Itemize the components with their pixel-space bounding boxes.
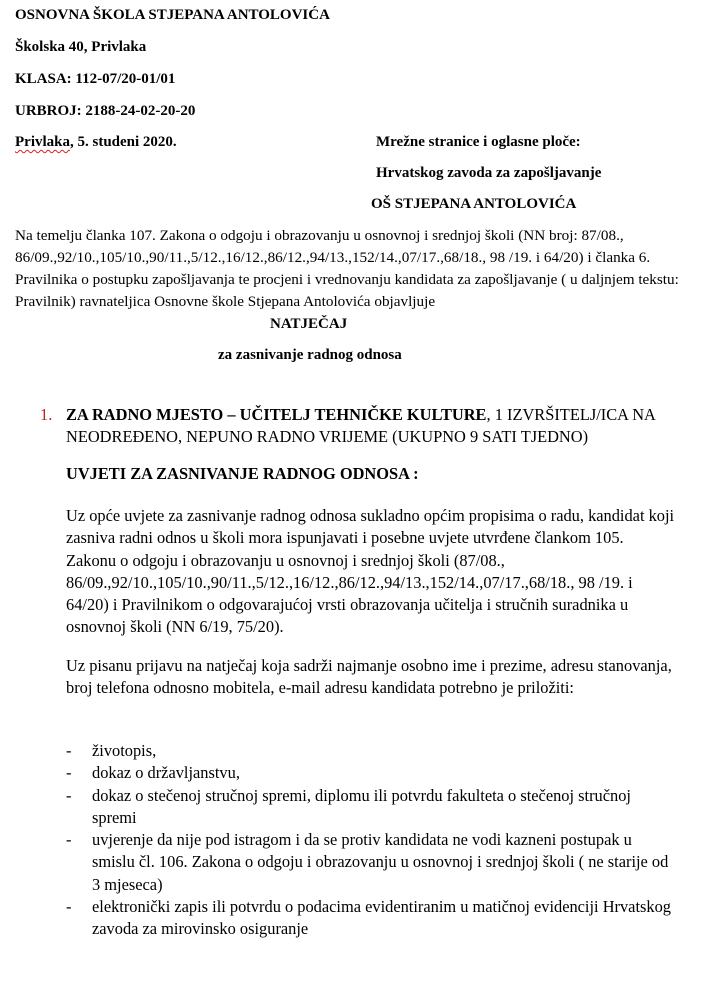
position-details: , 1 IZVRŠITELJ/ICA NA NEODREĐENO, NEPUNO RADNO VRIJEME (UKUPNO 9 SATI TJEDNO) [66,405,655,447]
urbroj: URBROJ: 2188-24-02-20-20 [15,103,196,119]
document-item [66,829,676,896]
klasa: KLASA: 112-07/20-01/01 [15,71,176,87]
place: Privlaka [15,134,70,150]
conditions-heading: UVJETI ZA ZASNIVANJE RADNOG ODNOSA : [66,464,419,483]
recipient-line-2: Hrvatskog zavoda za zapošljavanje [376,165,602,181]
document-subtitle: za zasnivanje radnog odnosa [218,347,402,363]
recipient-line-3: OŠ STJEPANA ANTOLOVIĆA [371,196,577,212]
document-item [66,762,676,784]
documents-list [66,740,676,941]
list-dash: - [66,830,72,850]
document-item-text: dokaz o državljanstvu, [92,763,240,783]
school-address: Školska 40, Privlaka [15,39,147,55]
list-dash: - [66,897,72,917]
document-title: NATJEČAJ [270,316,348,332]
position-title: ZA RADNO MJESTO – UČITELJ TEHNIČKE KULTURE [66,405,487,424]
document-item [66,740,676,762]
document-item-text: elektronički zapis ili potvrdu o podacima evidentiranim u matičnoj evidenciji Hrvatskog zavoda za mirovinsko osiguranje [92,897,671,939]
document-item-text: dokaz o stečenoj stručnoj spremi, diplomu ili potvrdu fakulteta o stečenoj stručnoj spremi [92,785,631,827]
document-item-text: životopis, [92,741,157,760]
document-item [66,896,676,941]
position-description [66,404,676,449]
school-name: OSNOVNA ŠKOLA STJEPANA ANTOLOVIĆA [15,7,330,23]
application-paragraph: Uz pisanu prijavu na natječaj koja sadrži najmanje osobno ime i prezime, adresu stanovanja, broj telefona odnosno mobitela, e-mail adresu kandidata potrebno je priložiti: [66,656,672,698]
date: , 5. studeni 2020. [70,134,177,150]
list-dash: - [66,785,72,805]
conditions-paragraph: Uz opće uvjete za zasnivanje radnog odnosa sukladno općim propisima o radu, kandidat koji zasniva radni odnos u školi mora ispunjavati i posebne uvjete utvrđene člankom 105. Zakonu o odgoju i obrazovanju u osnovnoj i srednjoj školi (87/08., 86/09.,92/10.,105/10.,90/11.,5/12.,16/12.,86/12.,94/13.,152/14.,07/17.,68/18., 98 /19. i 64/20) i Pravilnikom o odgovarajućoj vrsti obrazovanja učitelja i stručnih suradnika u osnovnoj školi (NN 6/19, 75/20). [66,506,675,637]
document-item [66,785,676,830]
list-dash: - [66,741,72,760]
recipient-line-1: Mrežne stranice i oglasne ploče: [376,134,581,150]
position-number: 1. [40,405,53,424]
place-date [15,134,177,151]
list-dash: - [66,763,72,783]
document-item-text: uvjerenje da nije pod istragom i da se protiv kandidata ne vodi kazneni postupak u smislu čl. 106. Zakona o odgoju i obrazovanju u osnovnoj i srednjoj školi ( ne starije od 3 mjeseca) [92,830,669,894]
intro-paragraph: Na temelju članka 107. Zakona o odgoju i obrazovanju u osnovnoj i srednjoj školi (NN broj: 87/08., 86/09.,92/10.,105/10.,90/11.,5/12.,16/12.,86/12.,94/13.,152/14.,07/17.,68/18., 98 /19. i 64/20) i članka 6. Pravilnika o postupku zapošljavanja te procjeni i vrednovanju kandidata za zapošljavanje ( u daljnjem tekstu: Pravilnik) ravnateljica Osnovne škole Stjepana Antolovića objavljuje [15,227,679,310]
